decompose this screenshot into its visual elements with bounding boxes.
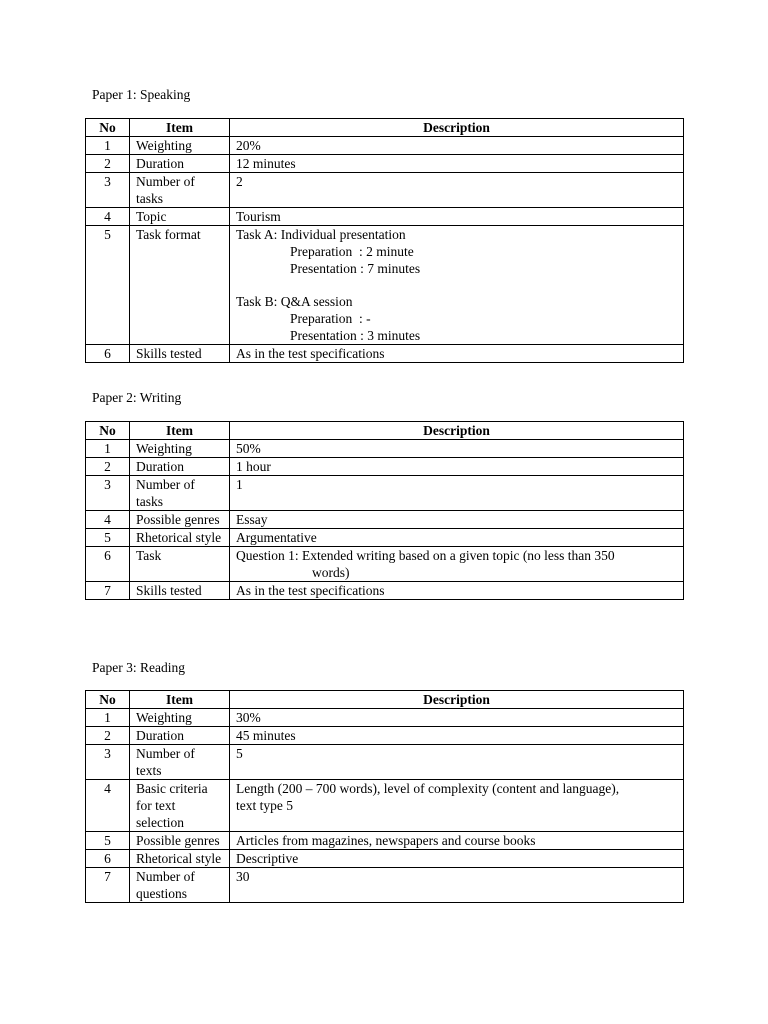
description-line: Presentation : 7 minutes [290,261,421,276]
table-row [86,511,684,529]
row-number: 6 [86,345,130,363]
row-description [230,173,684,208]
description-line: 50% [236,441,261,456]
row-item: Skills tested [130,345,230,363]
row-number: 4 [86,511,130,529]
table-header-row [86,422,684,440]
row-description [230,582,684,600]
table-row [86,173,684,208]
header-description: Description [230,691,684,709]
row-item: Task format [130,226,230,345]
row-number: 3 [86,745,130,780]
row-item: Duration [130,727,230,745]
row-description [230,547,684,582]
row-description [230,745,684,780]
description-blank-line [236,277,677,293]
row-description [230,458,684,476]
description-line: 30% [236,710,261,725]
row-number: 1 [86,709,130,727]
row-number: 3 [86,476,130,511]
header-no: No [86,691,130,709]
row-item: Number of questions [130,868,230,903]
table-row [86,709,684,727]
row-description [230,208,684,226]
table-row [86,582,684,600]
description-line: Preparation : - [290,311,371,326]
header-item: Item [130,691,230,709]
header-description: Description [230,119,684,137]
table-row [86,137,684,155]
row-number: 5 [86,832,130,850]
row-description [230,529,684,547]
row-item: Basic criteria for text selection [130,780,230,832]
table-row [86,345,684,363]
table-row [86,458,684,476]
description-line: 20% [236,138,261,153]
row-description [230,511,684,529]
row-number: 6 [86,850,130,868]
row-item: Number of tasks [130,476,230,511]
table-row [86,850,684,868]
description-line: Presentation : 3 minutes [290,328,421,343]
row-number: 1 [86,440,130,458]
row-number: 1 [86,137,130,155]
description-line: Argumentative [236,530,317,545]
row-number: 7 [86,868,130,903]
description-line: 30 [236,869,250,884]
row-item: Rhetorical style [130,529,230,547]
table-row [86,727,684,745]
row-item: Rhetorical style [130,850,230,868]
row-description [230,850,684,868]
table-header-row [86,119,684,137]
row-item: Possible genres [130,832,230,850]
row-number: 5 [86,529,130,547]
description-line: words) [312,565,350,580]
row-item: Task [130,547,230,582]
row-number: 6 [86,547,130,582]
table-header-row [86,691,684,709]
description-line: 45 minutes [236,728,296,743]
header-item: Item [130,119,230,137]
description-line: Essay [236,512,268,527]
description-line: 1 [236,477,243,492]
table-row [86,547,684,582]
description-line: Length (200 – 700 words), level of complexity (content and language), [236,781,620,796]
row-description [230,727,684,745]
row-number: 2 [86,155,130,173]
table-row [86,208,684,226]
row-description [230,345,684,363]
row-description [230,226,684,345]
row-description [230,440,684,458]
row-number: 3 [86,173,130,208]
row-item: Possible genres [130,511,230,529]
paper-2-table [85,421,684,600]
header-no: No [86,119,130,137]
table-row [86,440,684,458]
paper-2-title: Paper 2: Writing [92,390,182,405]
table-row [86,155,684,173]
table-row [86,529,684,547]
paper-3-table [85,690,684,903]
paper-3-title: Paper 3: Reading [92,660,185,675]
table-row [86,868,684,903]
description-line: Tourism [236,209,281,224]
row-description [230,709,684,727]
description-line: 5 [236,746,243,761]
row-item: Duration [130,155,230,173]
row-item: Weighting [130,709,230,727]
table-row [86,832,684,850]
header-description: Description [230,422,684,440]
row-item: Weighting [130,440,230,458]
description-line: 1 hour [236,459,271,474]
description-line: As in the test specifications [236,583,385,598]
paper-1-table [85,118,684,363]
row-description [230,476,684,511]
row-description [230,155,684,173]
description-line: 2 [236,174,243,189]
header-no: No [86,422,130,440]
row-item: Number of tasks [130,173,230,208]
description-line: Question 1: Extended writing based on a given topic (no less than 350 [236,548,615,563]
description-line: As in the test specifications [236,346,385,361]
row-number: 7 [86,582,130,600]
table-row [86,476,684,511]
row-number: 2 [86,458,130,476]
row-number: 5 [86,226,130,345]
description-line: Task B: Q&A session [236,294,353,309]
table-row [86,226,684,345]
description-line: Descriptive [236,851,299,866]
row-item: Duration [130,458,230,476]
row-item: Topic [130,208,230,226]
row-number: 4 [86,780,130,832]
row-item: Skills tested [130,582,230,600]
row-description [230,137,684,155]
row-description [230,832,684,850]
description-line: text type 5 [236,798,293,813]
row-description [230,780,684,832]
row-number: 2 [86,727,130,745]
table-row [86,780,684,832]
row-item: Weighting [130,137,230,155]
paper-1-title: Paper 1: Speaking [92,87,191,102]
description-line: Articles from magazines, newspapers and course books [236,833,536,848]
row-number: 4 [86,208,130,226]
description-line: 12 minutes [236,156,296,171]
row-description [230,868,684,903]
header-item: Item [130,422,230,440]
table-row [86,745,684,780]
description-line: Task A: Individual presentation [236,227,406,242]
description-line: Preparation : 2 minute [290,244,414,259]
row-item: Number of texts [130,745,230,780]
